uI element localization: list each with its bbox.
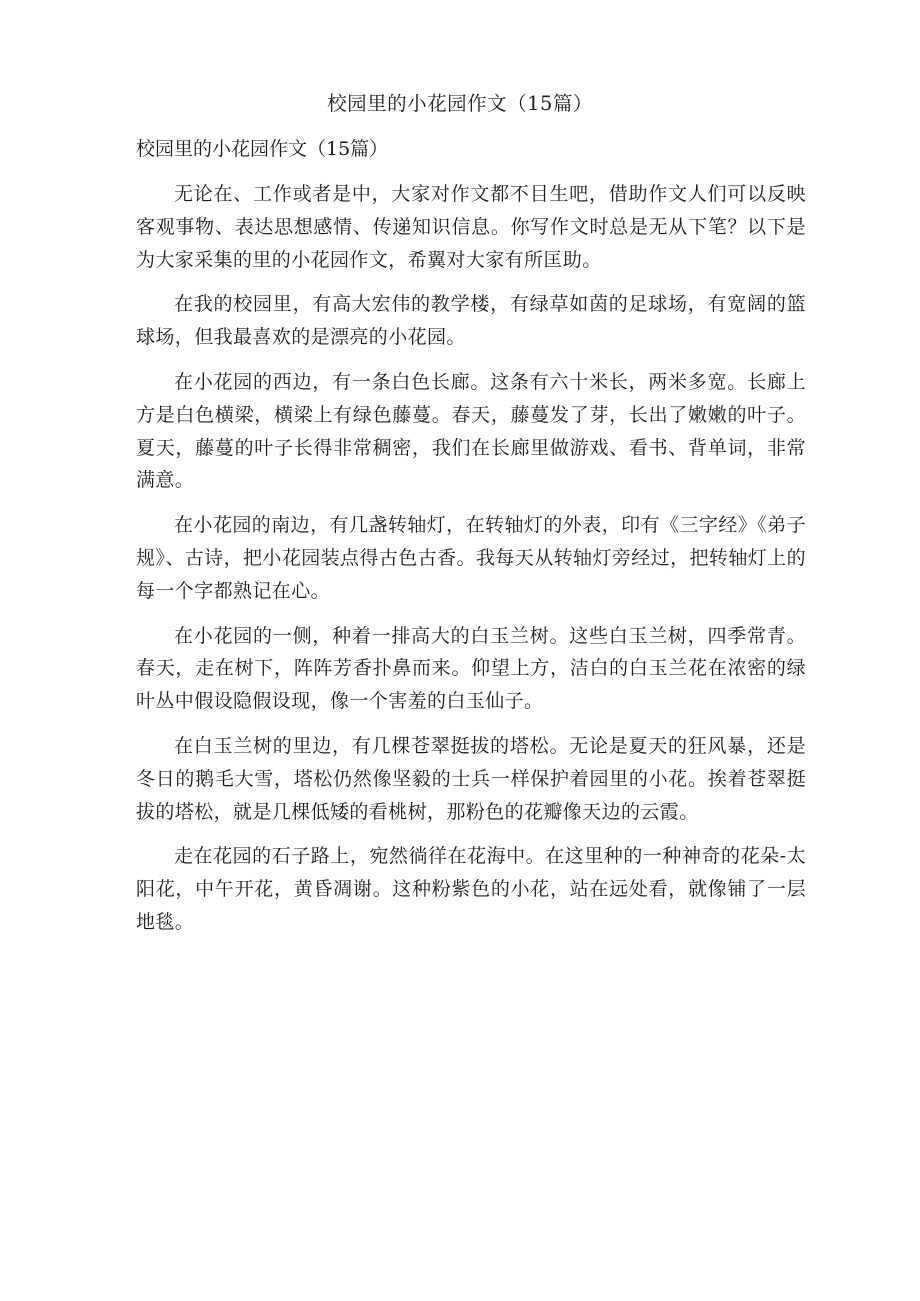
paragraph-corridor: 在小花园的西边，有一条白色长廊。这条有六十米长，两米多宽。长廊上方是白色横梁，横梁上有绿色藤蔓。春天，藤蔓发了芽，长出了嫩嫩的叶子。夏天，藤蔓的叶子长得非常稠密，我们在长廊里做游戏、看书、背单词，非常满意。 — [136, 370, 806, 492]
paragraph-path: 走在花园的石子路上，宛然徜徉在花海中。在这里种的一种神奇的花朵-太阳花，中午开花，黄昏凋谢。这种粉紫色的小花，站在远处看，就像铺了一层地毯。 — [136, 845, 806, 933]
document-body — [136, 178, 806, 951]
paragraph-magnolia: 在小花园的一侧，种着一排高大的白玉兰树。这些白玉兰树，四季常青。春天，走在树下，阵阵芳香扑鼻而来。仰望上方，洁白的白玉兰花在浓密的绿叶丛中假设隐假设现，像一个害羞的白玉仙子。 — [136, 624, 806, 713]
paragraph-intro: 无论在、工作或者是中，大家对作文都不目生吧，借助作文人们可以反映客观事物、表达思想感情、传递知识信息。你写作文时总是无从下笔？以下是为大家采集的里的小花园作文，希翼对大家有所匡助。 — [136, 183, 806, 271]
document-title: 校园里的小花园作文（15篇） — [327, 92, 593, 115]
paragraph-lamps: 在小花园的南边，有几盏转轴灯，在转轴灯的外表，印有《三字经》《弟子规》、古诗，把小花园装点得古色古香。我每天从转轴灯旁经过，把转轴灯上的每一个字都熟记在心。 — [136, 514, 806, 602]
paragraph-campus: 在我的校园里，有高大宏伟的教学楼，有绿草如茵的足球场，有宽阔的篮球场，但我最喜欢的是漂亮的小花园。 — [136, 293, 806, 349]
document-subtitle: 校园里的小花园作文（15篇） — [136, 138, 389, 160]
paragraph-pines: 在白玉兰树的里边，有几棵苍翠挺拔的塔松。无论是夏天的狂风暴，还是冬日的鹅毛大雪，塔松仍然像坚毅的士兵一样保护着园里的小花。挨着苍翠挺拔的塔松，就是几棵低矮的看桃树，那粉色的花瓣像天边的云霞。 — [136, 734, 806, 823]
